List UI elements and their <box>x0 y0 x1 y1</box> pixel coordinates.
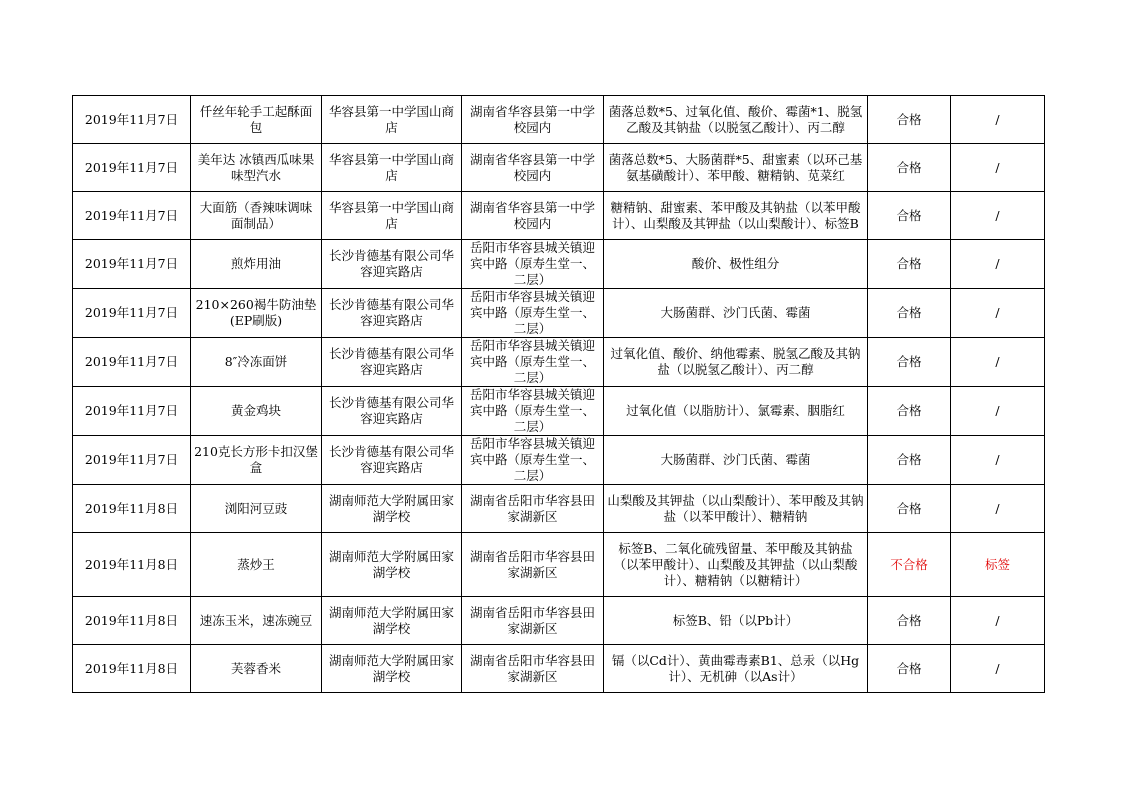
sampled-unit-cell <box>322 338 462 387</box>
test-items-cell <box>604 192 868 240</box>
table-row <box>73 485 1045 533</box>
sampling-date-cell <box>73 387 191 436</box>
unit-address-text: 湖南省岳阳市华容县田家湖新区 <box>469 492 595 524</box>
sampling-date-cell <box>73 338 191 387</box>
result-text: 合格 <box>896 305 922 320</box>
product-name-cell <box>191 338 322 387</box>
result-text: 合格 <box>896 111 922 127</box>
product-name-cell <box>191 533 322 597</box>
sampled-unit-text: 湖南师范大学附属田家湖学校 <box>328 604 454 636</box>
result-cell <box>868 533 951 597</box>
test-items-text: 菌落总数*5、过氧化值、酸价、霉菌*1、脱氢乙酸及其钠盐（以脱氢乙酸计）、丙二醇 <box>608 103 863 135</box>
product-name-text: 大面筋（香辣味调味面制品） <box>199 199 313 231</box>
failure-reason-text: / <box>995 500 1000 516</box>
result-text: 合格 <box>896 207 922 223</box>
sampled-unit-cell <box>322 96 462 144</box>
sampled-unit-cell <box>322 436 462 485</box>
sampling-date-text: 2019年11月8日 <box>84 500 179 516</box>
sampled-unit-cell <box>322 289 462 338</box>
sampled-unit-cell <box>322 533 462 597</box>
result-cell <box>868 645 951 693</box>
failure-reason-cell <box>951 645 1045 693</box>
unit-address-cell <box>462 96 604 144</box>
failure-reason-text: / <box>995 159 1000 175</box>
sampled-unit-text: 长沙肯德基有限公司华容迎宾路店 <box>328 248 454 279</box>
test-items-cell <box>604 436 868 485</box>
failure-reason-text: / <box>995 305 1000 320</box>
failure-reason-cell <box>951 338 1045 387</box>
sampling-date-text: 2019年11月7日 <box>84 159 179 175</box>
product-name-cell <box>191 96 322 144</box>
unit-address-cell <box>462 192 604 240</box>
sampling-date-text: 2019年11月8日 <box>84 660 179 676</box>
failure-reason-cell <box>951 289 1045 338</box>
result-cell <box>868 338 951 387</box>
product-name-text: 煎炸用油 <box>230 256 281 271</box>
sampling-date-cell <box>73 436 191 485</box>
result-text: 合格 <box>896 354 922 369</box>
result-text: 不合格 <box>890 556 928 572</box>
failure-reason-cell <box>951 96 1045 144</box>
test-items-text: 镉（以Cd计）、黄曲霉毒素B1、总汞（以Hg计）、无机砷（以As计） <box>611 652 860 684</box>
sampling-date-cell <box>73 192 191 240</box>
result-cell <box>868 96 951 144</box>
unit-address-cell <box>462 597 604 645</box>
unit-address-text: 湖南省华容县第一中学校园内 <box>469 103 595 135</box>
sampled-unit-text: 长沙肯德基有限公司华容迎宾路店 <box>328 444 454 475</box>
unit-address-text: 岳阳市华容县城关镇迎宾中路（原寿生堂一、二层） <box>469 338 595 385</box>
product-name-text: 蒸炒王 <box>237 556 275 572</box>
failure-reason-cell <box>951 436 1045 485</box>
failure-reason-text: / <box>995 612 1000 628</box>
test-items-cell <box>604 533 868 597</box>
failure-reason-text: / <box>995 403 1000 418</box>
test-items-cell <box>604 96 868 144</box>
sampled-unit-text: 湖南师范大学附属田家湖学校 <box>328 548 454 580</box>
sampling-date-cell <box>73 144 191 192</box>
unit-address-cell <box>462 533 604 597</box>
test-items-cell <box>604 338 868 387</box>
product-name-cell <box>191 192 322 240</box>
result-text: 合格 <box>896 612 922 628</box>
failure-reason-cell <box>951 597 1045 645</box>
test-items-cell <box>604 485 868 533</box>
result-cell <box>868 289 951 338</box>
result-text: 合格 <box>896 159 922 175</box>
unit-address-cell <box>462 436 604 485</box>
failure-reason-text: / <box>995 452 1000 467</box>
sampling-date-text: 2019年11月7日 <box>84 403 179 418</box>
test-items-text: 大肠菌群、沙门氏菌、霉菌 <box>660 452 811 467</box>
test-items-cell <box>604 645 868 693</box>
table-row <box>73 338 1045 387</box>
table-row <box>73 240 1045 289</box>
test-items-cell <box>604 387 868 436</box>
sampling-date-cell <box>73 597 191 645</box>
sampled-unit-text: 华容县第一中学国山商店 <box>328 103 454 135</box>
failure-reason-text: / <box>995 660 1000 676</box>
sampling-date-text: 2019年11月7日 <box>84 111 179 127</box>
sampling-date-text: 2019年11月7日 <box>84 207 179 223</box>
result-cell <box>868 387 951 436</box>
sampling-date-text: 2019年11月8日 <box>84 612 179 628</box>
sampled-unit-cell <box>322 645 462 693</box>
result-text: 合格 <box>896 500 922 516</box>
sampling-date-text: 2019年11月7日 <box>84 354 179 369</box>
product-name-text: 芙蓉香米 <box>230 660 281 676</box>
unit-address-cell <box>462 485 604 533</box>
failure-reason-text: / <box>995 354 1000 369</box>
table-row <box>73 645 1045 693</box>
test-items-text: 标签B、二氧化硫残留量、苯甲酸及其钠盐（以苯甲酸计）、山梨酸及其钾盐（以山梨酸计）、糖精钠（以糖精计） <box>613 540 858 588</box>
product-name-text: 210×260褐牛防油垫(EP刷版) <box>195 297 317 328</box>
test-items-text: 大肠菌群、沙门氏菌、霉菌 <box>660 305 811 320</box>
product-name-cell <box>191 597 322 645</box>
sampled-unit-text: 华容县第一中学国山商店 <box>328 199 454 231</box>
inspection-results-table <box>72 95 1045 693</box>
product-name-cell <box>191 645 322 693</box>
test-items-text: 糖精钠、甜蜜素、苯甲酸及其钠盐（以苯甲酸计）、山梨酸及其钾盐（以山梨酸计）、标签B <box>610 199 861 231</box>
unit-address-cell <box>462 338 604 387</box>
failure-reason-text: / <box>995 207 1000 223</box>
sampled-unit-cell <box>322 144 462 192</box>
failure-reason-text: 标签 <box>984 556 1010 572</box>
unit-address-text: 湖南省岳阳市华容县田家湖新区 <box>469 548 595 580</box>
product-name-cell <box>191 436 322 485</box>
product-name-text: 速冻玉米，速冻豌豆 <box>199 612 313 628</box>
table-row <box>73 192 1045 240</box>
product-name-cell <box>191 387 322 436</box>
test-items-cell <box>604 240 868 289</box>
unit-address-cell <box>462 289 604 338</box>
table-row <box>73 96 1045 144</box>
sampling-date-cell <box>73 96 191 144</box>
sampling-date-cell <box>73 289 191 338</box>
result-cell <box>868 144 951 192</box>
unit-address-text: 岳阳市华容县城关镇迎宾中路（原寿生堂一、二层） <box>469 387 595 434</box>
table-body <box>73 96 1045 693</box>
sampled-unit-text: 长沙肯德基有限公司华容迎宾路店 <box>328 395 454 426</box>
product-name-text: 210克长方形卡扣汉堡盒 <box>194 444 318 475</box>
product-name-text: 黄金鸡块 <box>230 403 281 418</box>
failure-reason-cell <box>951 533 1045 597</box>
product-name-text: 8″冷冻面饼 <box>224 354 288 369</box>
failure-reason-cell <box>951 240 1045 289</box>
result-text: 合格 <box>896 403 922 418</box>
unit-address-cell <box>462 387 604 436</box>
failure-reason-cell <box>951 144 1045 192</box>
result-cell <box>868 192 951 240</box>
table-row <box>73 597 1045 645</box>
unit-address-cell <box>462 144 604 192</box>
test-items-cell <box>604 144 868 192</box>
result-cell <box>868 240 951 289</box>
failure-reason-text: / <box>995 111 1000 127</box>
sampled-unit-cell <box>322 485 462 533</box>
unit-address-text: 岳阳市华容县城关镇迎宾中路（原寿生堂一、二层） <box>469 436 595 483</box>
unit-address-text: 岳阳市华容县城关镇迎宾中路（原寿生堂一、二层） <box>469 289 595 336</box>
sampled-unit-cell <box>322 192 462 240</box>
result-text: 合格 <box>896 256 922 271</box>
unit-address-text: 湖南省华容县第一中学校园内 <box>469 199 595 231</box>
sampling-date-cell <box>73 533 191 597</box>
product-name-cell <box>191 485 322 533</box>
sampling-date-cell <box>73 240 191 289</box>
test-items-text: 酸价、极性组分 <box>691 256 780 271</box>
result-text: 合格 <box>896 660 922 676</box>
table-row <box>73 144 1045 192</box>
table-row <box>73 387 1045 436</box>
product-name-text: 美年达 冰镇西瓜味果味型汽水 <box>197 151 315 183</box>
test-items-text: 山梨酸及其钾盐（以山梨酸计）、苯甲酸及其钠盐（以苯甲酸计）、糖精钠 <box>607 492 864 524</box>
unit-address-text: 岳阳市华容县城关镇迎宾中路（原寿生堂一、二层） <box>469 240 595 287</box>
result-text: 合格 <box>896 452 922 467</box>
sampling-date-text: 2019年11月7日 <box>84 452 179 467</box>
sampled-unit-cell <box>322 387 462 436</box>
table-row <box>73 533 1045 597</box>
unit-address-text: 湖南省岳阳市华容县田家湖新区 <box>469 652 595 684</box>
table-row <box>73 289 1045 338</box>
sampling-date-cell <box>73 485 191 533</box>
failure-reason-cell <box>951 485 1045 533</box>
result-cell <box>868 485 951 533</box>
sampling-date-text: 2019年11月8日 <box>84 556 179 572</box>
sampled-unit-text: 长沙肯德基有限公司华容迎宾路店 <box>328 346 454 377</box>
unit-address-text: 湖南省岳阳市华容县田家湖新区 <box>469 604 595 636</box>
test-items-cell <box>604 289 868 338</box>
sampling-date-cell <box>73 645 191 693</box>
sampled-unit-cell <box>322 597 462 645</box>
failure-reason-cell <box>951 387 1045 436</box>
result-cell <box>868 436 951 485</box>
sampled-unit-cell <box>322 240 462 289</box>
sampled-unit-text: 湖南师范大学附属田家湖学校 <box>328 492 454 524</box>
product-name-text: 浏阳河豆豉 <box>224 500 288 516</box>
table-row <box>73 436 1045 485</box>
product-name-text: 仟丝年轮手工起酥面包 <box>199 103 313 135</box>
test-items-text: 菌落总数*5、大肠菌群*5、甜蜜素（以环己基氨基磺酸计）、苯甲酸、糖精钠、苋菜红 <box>608 151 863 183</box>
product-name-cell <box>191 289 322 338</box>
failure-reason-cell <box>951 192 1045 240</box>
sampling-date-text: 2019年11月7日 <box>84 256 179 271</box>
test-items-text: 标签B、铅（以Pb计） <box>672 612 799 628</box>
result-cell <box>868 597 951 645</box>
test-items-text: 过氧化值（以脂肪计）、氯霉素、胭脂红 <box>626 403 845 418</box>
unit-address-cell <box>462 645 604 693</box>
sampled-unit-text: 华容县第一中学国山商店 <box>328 151 454 183</box>
test-items-text: 过氧化值、酸价、纳他霉素、脱氢乙酸及其钠盐（以脱氢乙酸计）、丙二醇 <box>610 346 861 377</box>
sampling-date-text: 2019年11月7日 <box>84 305 179 320</box>
test-items-cell <box>604 597 868 645</box>
product-name-cell <box>191 240 322 289</box>
unit-address-cell <box>462 240 604 289</box>
unit-address-text: 湖南省华容县第一中学校园内 <box>469 151 595 183</box>
sampled-unit-text: 长沙肯德基有限公司华容迎宾路店 <box>328 297 454 328</box>
failure-reason-text: / <box>995 256 1000 271</box>
sampled-unit-text: 湖南师范大学附属田家湖学校 <box>328 652 454 684</box>
product-name-cell <box>191 144 322 192</box>
